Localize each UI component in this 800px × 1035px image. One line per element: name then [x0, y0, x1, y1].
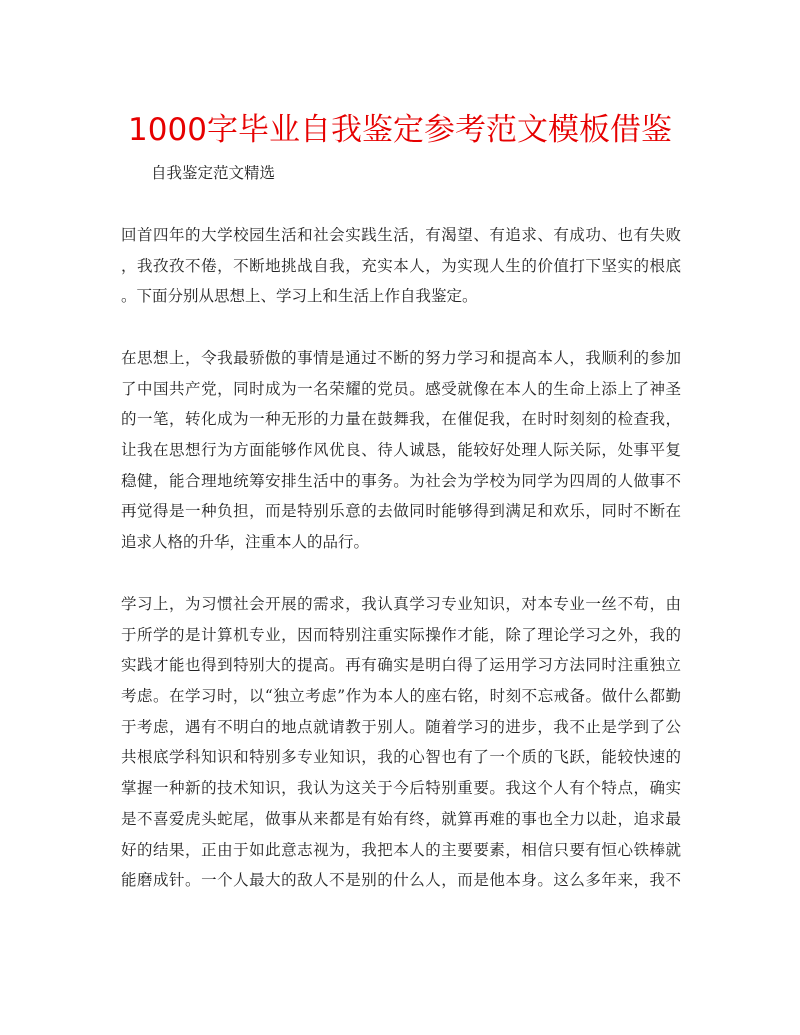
paragraph-line: 了中国共产党，同时成为一名荣耀的党员。感受就像在本人的生命上添上了神圣 [121, 379, 681, 398]
document-title: 1000字毕业自我鉴定参考范文模板借鉴 [128, 112, 672, 148]
paragraph-line: 考虑。在学习时，以“独立考虑”作为本人的座右铭，时刻不忘戒备。做什么都勤 [121, 687, 681, 706]
document-subtitle: 自我鉴定范文精选 [151, 164, 276, 182]
paragraph-line: 是不喜爱虎头蛇尾，做事从来都是有始有终，就算再难的事也全力以赴，追求最 [121, 809, 681, 828]
paragraph-line: 回首四年的大学校园生活和社会实践生活，有渴望、有追求、有成功、也有失败 [121, 226, 681, 244]
paragraph-line: 于考虑，遇有不明白的地点就请教于别人。随着学习的进步，我不止是学到了公 [121, 717, 681, 736]
paragraph-line: 掌握一种新的技术知识，我认为这关于今后特别重要。我这个人有个特点，确实 [121, 779, 681, 798]
paragraph-line: 让我在思想行为方面能够作风优良、待人诚恳，能较好处理人际关际，处事平复 [121, 441, 681, 460]
paragraph-line: ，我孜孜不倦，不断地挑战自我，充实本人，为实现人生的价值打下坚实的根底 [121, 256, 681, 275]
paragraph-line: 学习上，为习惯社会开展的需求，我认真学习专业知识，对本专业一丝不苟，由 [121, 595, 681, 613]
paragraph-line: 在思想上，令我最骄傲的事情是通过不断的努力学习和提高本人，我顺利的参加 [121, 349, 681, 367]
paragraph-line: 再觉得是一种负担，而是特别乐意的去做同时能够得到满足和欢乐，同时不断在 [121, 502, 681, 521]
paragraph-study [121, 589, 681, 896]
paragraph-line: 于所学的是计算机专业，因而特别注重实际操作才能，除了理论学习之外，我的 [121, 625, 681, 644]
paragraph-line: 的一笔，转化成为一种无形的力量在鼓舞我，在催促我，在时时刻刻的检查我， [121, 410, 681, 429]
paragraph-thought [121, 343, 681, 558]
paragraph-intro [121, 220, 681, 312]
paragraph-line: 共根底学科知识和特别多专业知识，我的心智也有了一个质的飞跃，能较快速的 [121, 748, 681, 767]
paragraph-line: 。下面分别从思想上、学习上和生活上作自我鉴定。 [121, 287, 478, 306]
paragraph-line: 实践才能也得到特别大的提高。再有确实是明白得了运用学习方法同时注重独立 [121, 656, 681, 675]
paragraph-line: 能磨成针。一个人最大的敌人不是别的什么人，而是他本身。这么多年来，我不 [121, 871, 681, 890]
paragraph-line: 稳健，能合理地统筹安排生活中的事务。为社会为学校为同学为四周的人做事不 [121, 471, 681, 490]
paragraph-line: 追求人格的升华，注重本人的品行。 [121, 533, 370, 552]
paragraph-line: 好的结果，正由于如此意志视为，我把本人的主要要素，相信只要有恒心铁棒就 [121, 840, 681, 859]
